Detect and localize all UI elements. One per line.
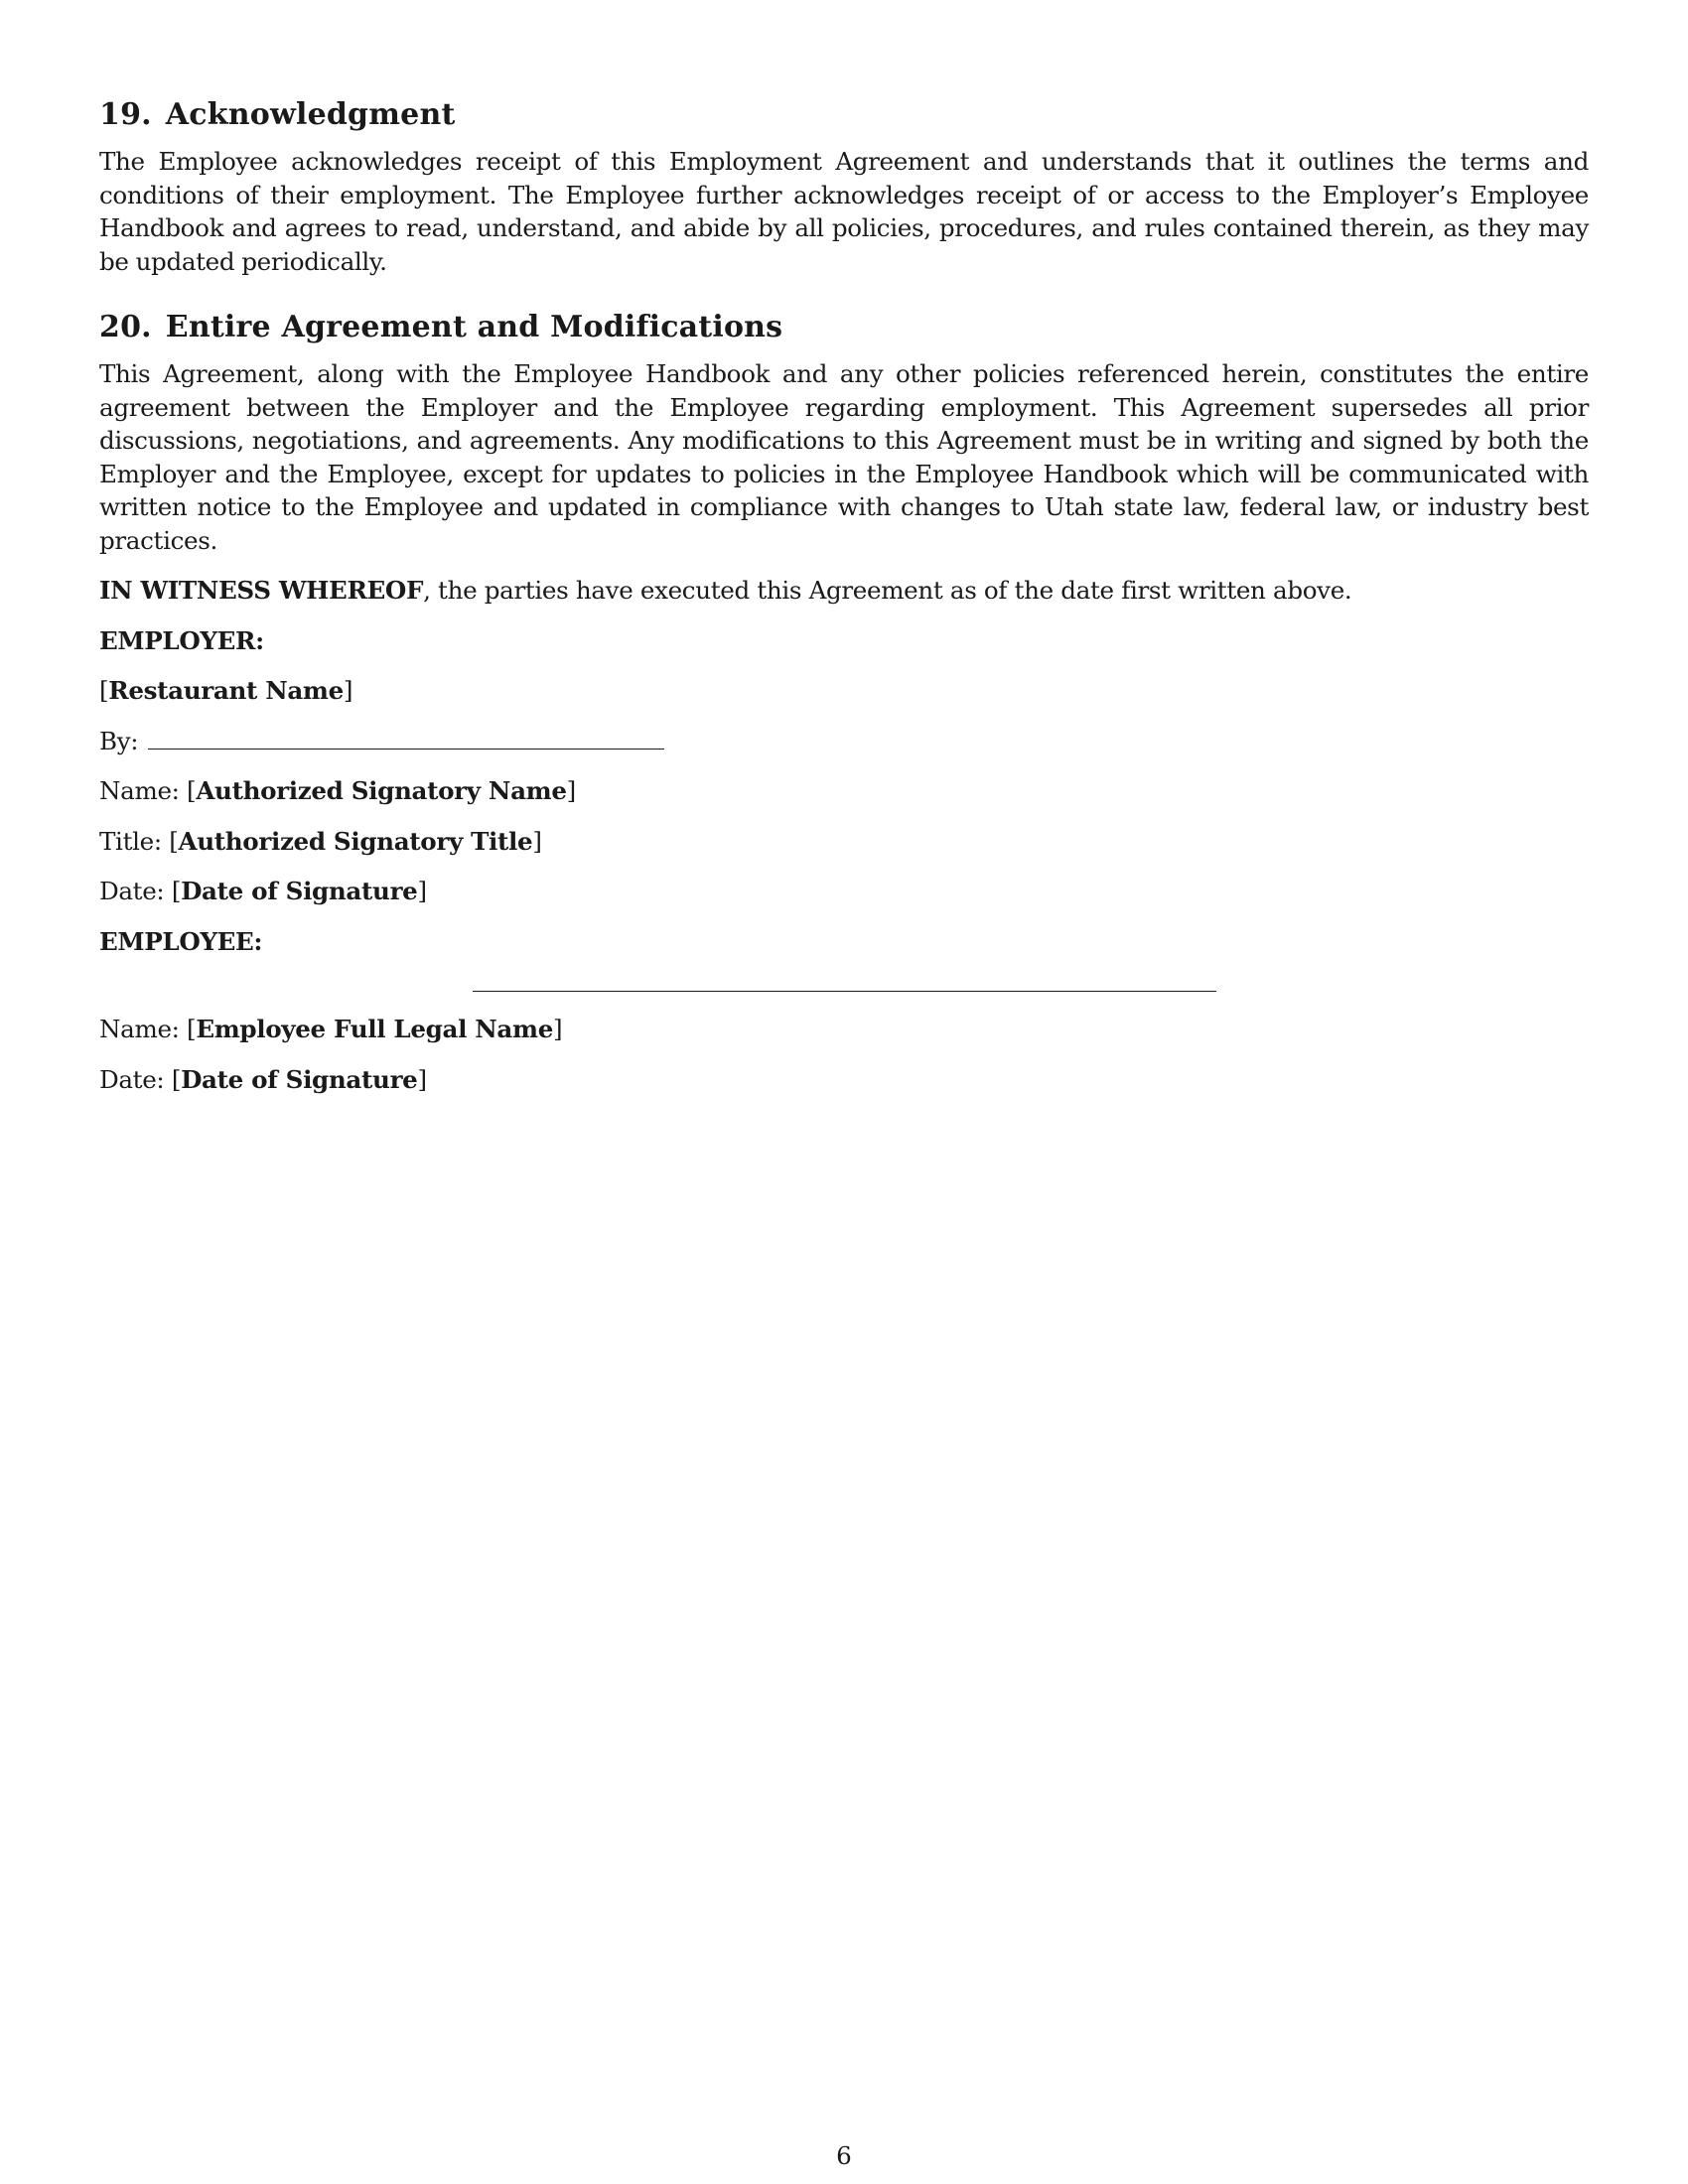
employee-date-line: Date: [Date of Signature] [99,1064,427,1094]
section-entire-agreement [99,308,1589,557]
witness-clause [99,574,1589,608]
employer-by-line [99,725,1589,758]
document-page [99,95,1589,1096]
employer-company: [Restaurant Name] [99,676,353,705]
by-label: By: [99,726,139,755]
employee-signature-block [99,925,1589,1097]
section-title: Acknowledgment [165,97,456,132]
employee-signature-line[interactable] [473,991,1216,992]
witness-bold: IN WITNESS WHEREOF [99,576,424,605]
section-number: 20. [99,310,152,344]
name-label: Name: [99,1015,180,1043]
name-placeholder: Authorized Signatory Name [196,776,567,805]
name-label: Name: [99,776,180,805]
section-title: Entire Agreement and Modifications [165,310,783,344]
employee-heading: EMPLOYEE: [99,926,263,956]
company-placeholder: Restaurant Name [108,676,344,705]
date-placeholder: Date of Signature [181,877,418,905]
employee-name-line: Name: [Employee Full Legal Name] [99,1015,563,1043]
title-placeholder: Authorized Signatory Title [178,826,533,856]
employer-name-line: Name: [Authorized Signatory Name] [99,776,576,805]
section-heading [99,95,1589,135]
section-paragraph: The Employee acknowledges receipt of this Employment Agreement and understands that it outlines the terms and conditions of their employment. The Employee further acknowledges receipt of or access to the Employer’s Employee Handbook and agrees to read, understand, and abide by all policies, procedures, and rules contained therein, as they may be updated periodically. [99,147,1589,276]
witness-text: , the parties have executed this Agreement as of the date first written above. [423,576,1352,605]
employer-signature-line[interactable] [148,748,664,750]
section-acknowledgment [99,95,1589,278]
title-label: Title: [99,826,162,856]
date-placeholder: Date of Signature [181,1064,418,1094]
employer-heading: EMPLOYER: [99,625,264,655]
section-number: 19. [99,97,152,132]
name-placeholder: Employee Full Legal Name [196,1015,553,1043]
section-heading [99,308,1589,347]
date-label: Date: [99,1064,165,1094]
section-paragraph: This Agreement, along with the Employee Handbook and any other policies referenced herein, constitutes the entire agreement between the Employer and the Employee regarding employment. This Agreement supersedes all prior discussions, negotiations, and agreements. Any modifications to this Agreement must be in writing and signed by both the Employer and the Employee, except for updates to policies in the Employee Handbook which will be communicated with written notice to the Employee and updated in compliance with changes to Utah state law, federal law, or industry best practices. [99,359,1589,555]
employer-signature-block [99,624,1589,908]
employer-title-line: Title: [Authorized Signatory Title] [99,826,542,856]
employer-date-line: Date: [Date of Signature] [99,877,427,905]
page-number: 6 [836,2141,852,2170]
date-label: Date: [99,877,165,905]
